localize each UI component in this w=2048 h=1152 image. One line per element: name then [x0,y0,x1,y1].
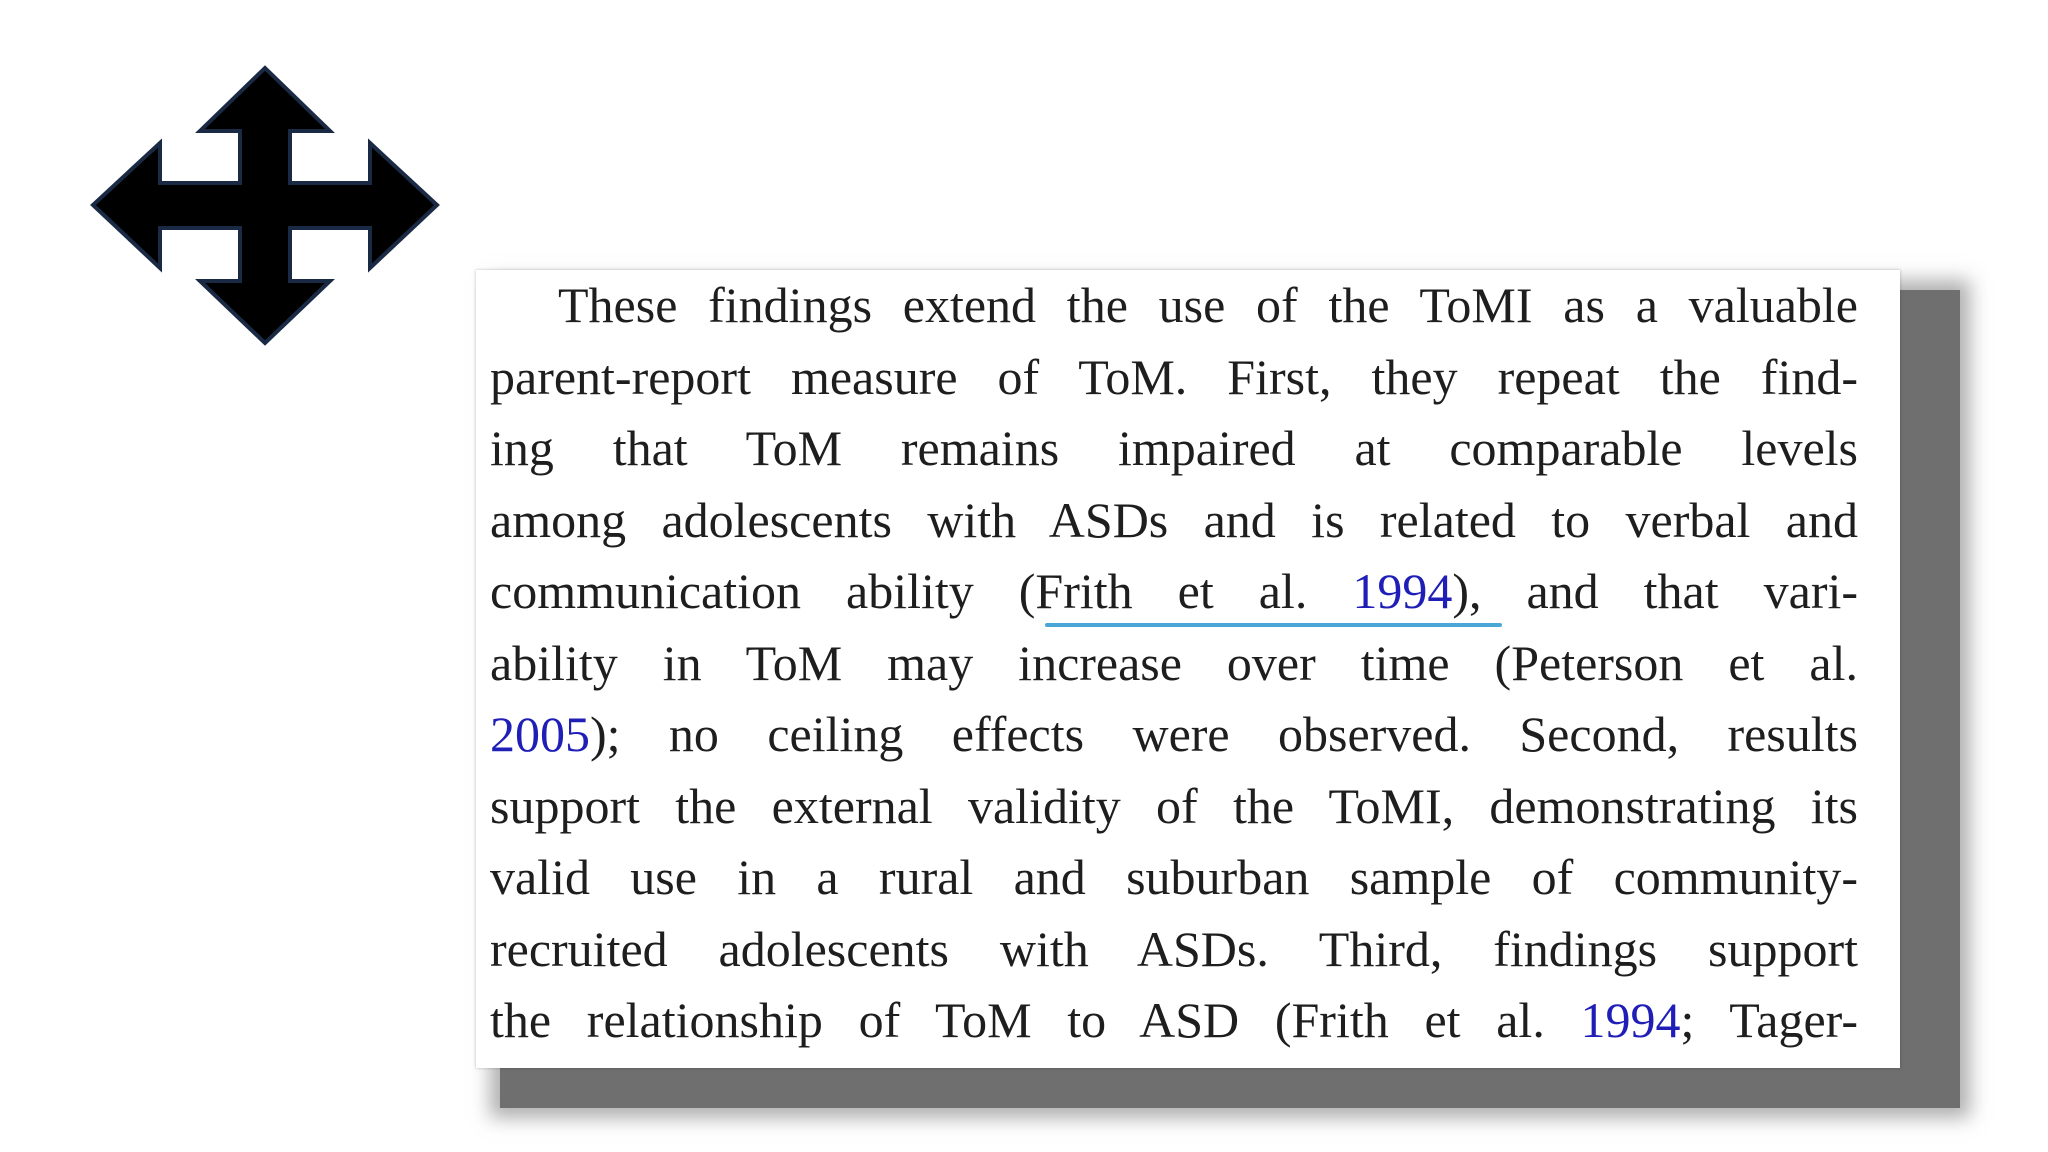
text-line [490,842,1858,914]
text-line [490,342,1858,414]
text-excerpt-panel [476,270,1900,1068]
text-segment: ing that ToM remains impaired at comparable levels [490,420,1858,476]
text-line [490,771,1858,843]
move-arrows-icon[interactable] [85,63,445,348]
text-line [490,270,1858,342]
text-segment: valid use in a rural and suburban sample of community- [490,849,1858,905]
text-segment: parent-report measure of ToM. First, they repeat the find- [490,348,1858,405]
move-arrows-shape [93,68,437,343]
text-segment: ), and that vari- [1452,563,1859,619]
citation-year-link[interactable]: 1994 [1352,563,1453,619]
text-segment: communication ability (Frith et al. [490,563,1353,619]
text-line [490,914,1858,986]
text-line [490,699,1858,771]
citation-highlight-underline [1045,623,1502,627]
text-line [490,413,1858,485]
text-segment: support the external validity of the ToMI, demonstrating its [490,777,1858,834]
text-segment: ability in ToM may increase over time (Peterson et al. [490,634,1858,691]
text-line [490,628,1858,700]
text-line [490,556,1858,628]
citation-year-link[interactable]: 2005 [490,706,590,762]
text-segment: These findings extend the use of the ToMI as a valuable [558,277,1858,333]
text-line [490,485,1858,557]
citation-year-link[interactable]: 1994 [1580,992,1681,1048]
excerpt-paragraph [490,270,1858,1057]
text-segment: ); no ceiling effects were observed. Second, results [590,706,1858,762]
text-segment: ; Tager- [1680,992,1858,1048]
text-segment: the relationship of ToM to ASD (Frith et al. [490,992,1581,1048]
text-segment: among adolescents with ASDs and is related to verbal and [490,491,1858,548]
text-line [490,985,1858,1057]
text-segment: recruited adolescents with ASDs. Third, findings support [490,920,1858,977]
